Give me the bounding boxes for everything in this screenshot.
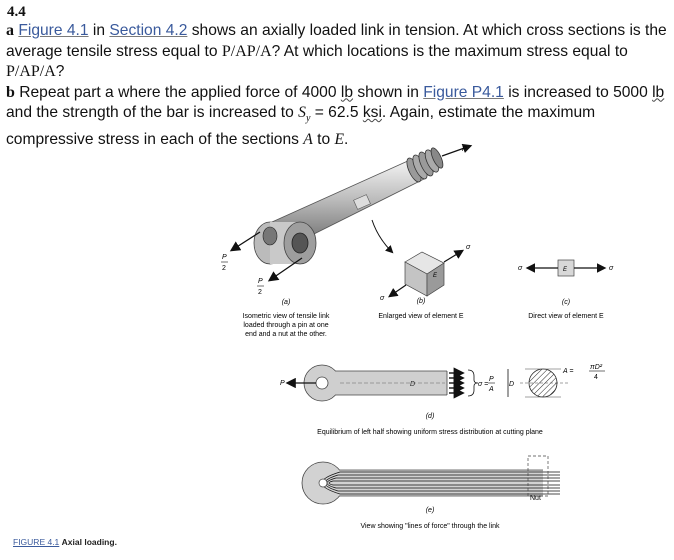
pin-eye-end (254, 222, 316, 264)
part-b-text-8: . (344, 130, 349, 148)
label-area-eq: A = (563, 368, 574, 375)
panel-d-caption: Equilibrium of left half showing uniform stress distribution at cutting plane (317, 429, 543, 436)
part-a-text-2: shows an axially loaded link in tension. At which cross sections is the average tensile stress equal to (6, 22, 667, 60)
part-a-text-3: ? At which locations is the maximum stress equal to (271, 42, 628, 60)
unit-ksi: ksi (362, 104, 382, 121)
panel-c-tag: (c) (561, 299, 571, 306)
label-element-e-c: E (563, 267, 568, 273)
part-b-tag: b (6, 83, 15, 101)
label-sigma-b1: σ (466, 244, 471, 251)
part-a-tag: a (6, 22, 14, 39)
label-p-half-den-1: 2 (222, 265, 226, 272)
figure-p4-1-link[interactable]: Figure P4.1 (423, 83, 504, 101)
unit-lb-1: lb (340, 83, 354, 101)
figure-caption (13, 537, 117, 547)
label-p-d: P (280, 380, 285, 387)
panel-a-tag: (a) (281, 299, 291, 306)
section-a-label: A (303, 130, 313, 148)
part-b-text-2: shown in (353, 83, 424, 101)
part-b-text-1: Repeat part a where the applied force of 4000 (14, 83, 341, 101)
strength-symbol: S (298, 104, 306, 121)
problem-text (6, 21, 670, 150)
part-a-text-4: ? (55, 63, 65, 80)
panel-a-isometric-link (221, 146, 470, 338)
part-b-text-4: and the strength of the bar is increased to (6, 104, 299, 121)
part-b-text-6: . Again, estimate the maximum compressive stress in each of the sections (6, 104, 596, 148)
label-sigma-c2: σ (609, 265, 614, 272)
panel-e-lines-of-force (302, 456, 560, 530)
section-e-label: E (334, 130, 345, 148)
label-dim-d: D (509, 381, 515, 388)
panel-a-caption-3: end and a nut at the other. (245, 331, 327, 338)
panel-b-tag: (b) (416, 298, 426, 305)
label-sigma-eq: σ = (478, 381, 489, 388)
label-eq-num: P (489, 376, 494, 383)
part-a-text-1: in (88, 22, 110, 39)
panel-d-tag: (d) (425, 413, 435, 420)
part-b-text-3: is increased to 5000 (503, 83, 653, 101)
figure-4-1-drawing (0, 140, 674, 560)
label-p-half-den-2: 2 (258, 289, 262, 296)
label-sigma-b2: σ (380, 295, 385, 302)
unit-lb-2: lb (652, 83, 665, 101)
label-eq-den: A (489, 386, 494, 393)
part-a-math-1: P/AP/A (221, 42, 272, 60)
panel-b-caption: Enlarged view of element E (378, 313, 464, 320)
label-p-half-num-2: P (258, 278, 263, 285)
strength-subscript: y (305, 113, 311, 125)
label-p-right: P (462, 146, 467, 153)
label-pi-d2: πD² (590, 364, 603, 371)
figure-caption-link[interactable]: FIGURE 4.1 (13, 537, 60, 547)
label-sigma-c1: σ (518, 265, 523, 272)
part-a (6, 21, 670, 83)
figure-4-1-link[interactable]: Figure 4.1 (18, 22, 89, 39)
panel-c-direct-view (518, 260, 614, 320)
label-element-e-b: E (433, 273, 438, 279)
panel-a-caption-2: loaded through a pin at one (243, 322, 329, 329)
problem-number: 4.4 (7, 4, 26, 20)
panel-a-caption-1: Isometric view of tensile link (242, 313, 330, 320)
panel-e-caption: View showing "lines of force" through the link (360, 523, 500, 530)
part-b-text-5: = 62.5 (310, 104, 363, 121)
figure-caption-text: Axial loading. (61, 537, 117, 547)
panel-e-tag: (e) (425, 507, 435, 514)
section-4-2-link[interactable]: Section 4.2 (109, 22, 188, 39)
part-a-math-2: P/AP/A (6, 63, 56, 80)
part-b-text-7: to (312, 130, 335, 148)
panel-c-caption: Direct view of element E (528, 313, 604, 320)
label-four: 4 (594, 374, 598, 381)
label-nut: Nut (530, 495, 541, 502)
panel-d-equilibrium (280, 364, 605, 436)
label-p-half-num-1: P (222, 254, 227, 261)
stress-arrows (449, 373, 462, 393)
label-d-in-bar: D (410, 381, 416, 388)
panel-b-enlarged-element (378, 244, 471, 320)
